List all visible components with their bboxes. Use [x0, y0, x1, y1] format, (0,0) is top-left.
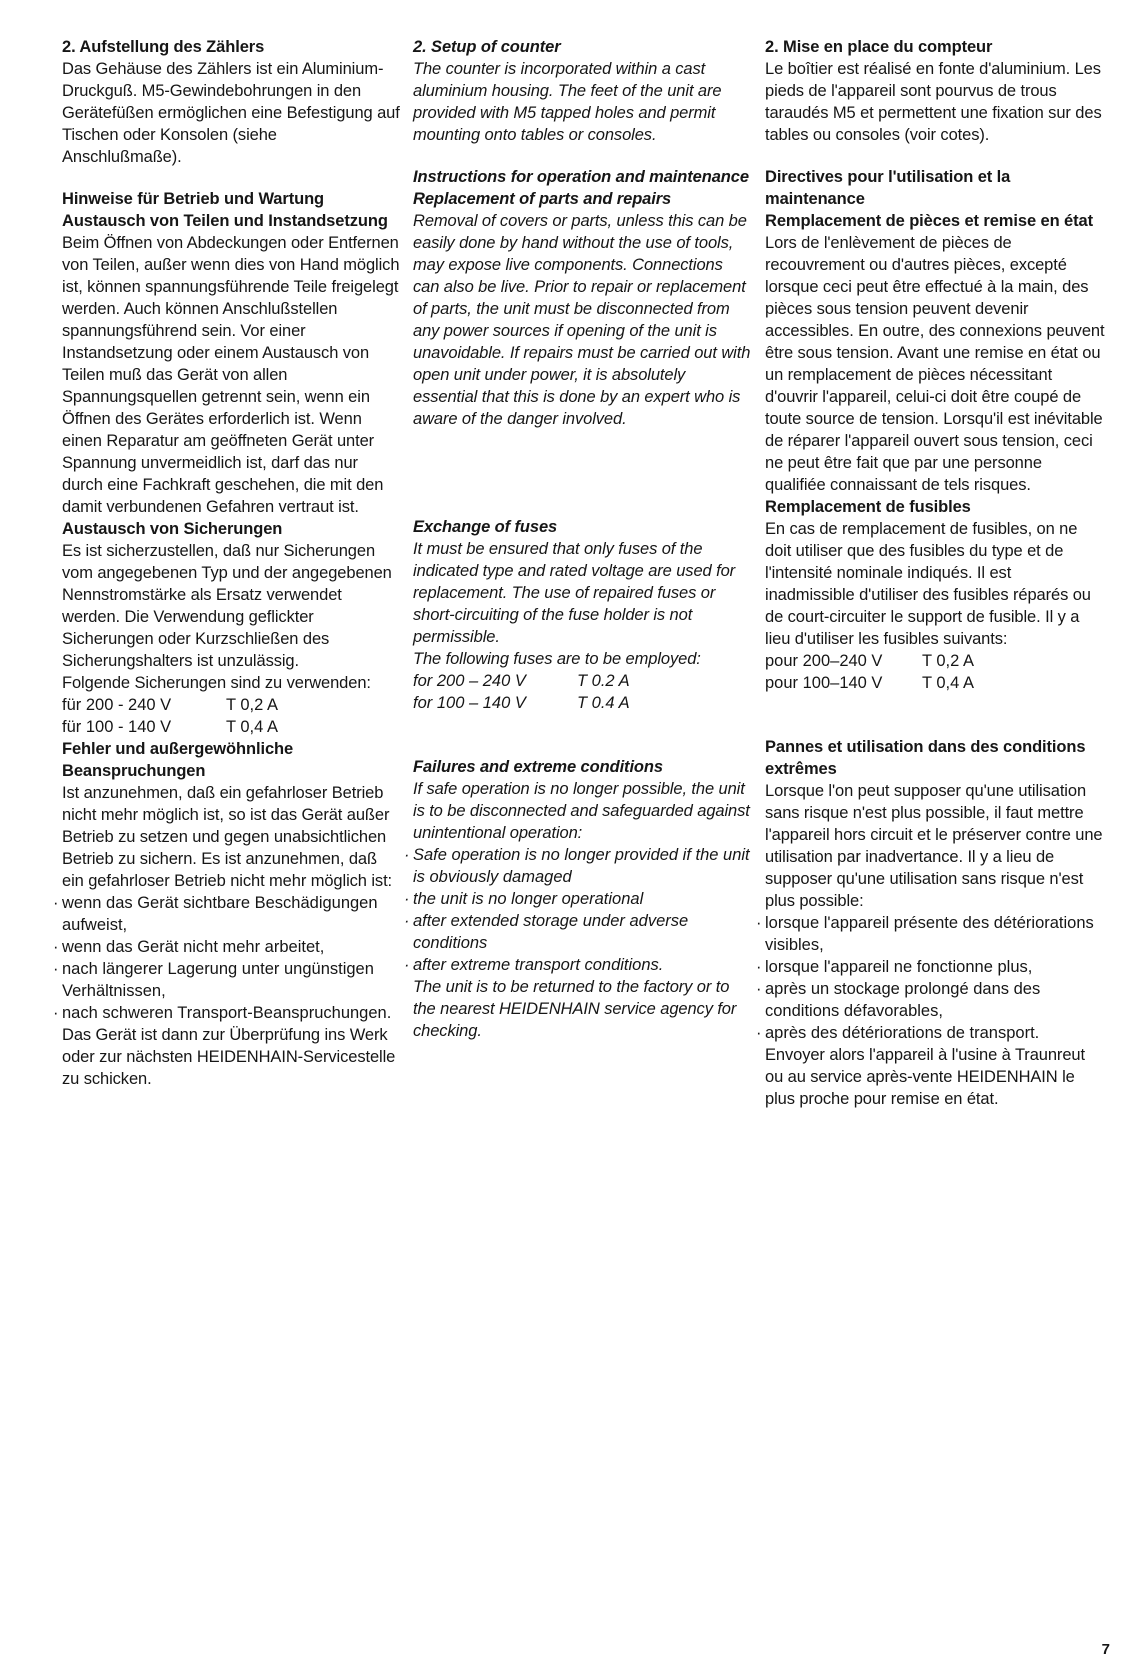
en-failures-end: The unit is to be returned to the factory or to the nearest HEIDENHAIN service agency for checking.	[413, 978, 737, 1040]
de-fuse-rating: T 0,4 A	[226, 718, 278, 736]
fr-failures-list	[765, 912, 1105, 1044]
de-fuse-row	[62, 694, 400, 716]
fr-setup-heading: 2. Mise en place du compteur	[765, 38, 993, 56]
de-fuse-text: Es ist sicherzustellen, daß nur Sicherungen vom angegebenen Typ und der angegebenen Nennstromstärke als Ersatz verwendet werden. Die Verwendung geflickter Sicherungen oder Kurzschließen des Sicherungshalters ist unzulässig.	[62, 542, 392, 670]
en-setup-text: The counter is incorporated within a cast aluminium housing. The feet of the unit are provided with M5 tapped holes and permit mounting onto tables or consoles.	[413, 60, 722, 144]
fr-replacement-heading: Remplacement de pièces et remise en état	[765, 212, 1093, 230]
fr-fuse-heading: Remplacement de fusibles	[765, 498, 971, 516]
list-item: · Safe operation is no longer provided if the unit is obviously damaged	[413, 844, 753, 888]
en-fuse-row	[413, 692, 753, 714]
de-fuse-voltage: für 100 - 140 V	[62, 718, 172, 736]
fr-failures-text: Lorsque l'on peut supposer qu'une utilisation sans risque n'est plus possible, il faut mettre l'appareil hors circuit et le préserver contre une utilisation par inadvertance. Il y a lieu de supposer qu'une utilisation sans risque n'est plus possible:	[765, 782, 1103, 910]
page-number: 7	[1101, 1641, 1110, 1658]
fr-fuse-rating: T 0,4 A	[922, 674, 974, 692]
en-maintenance-text: Removal of covers or parts, unless this can be easily done by hand without the use of tools, may expose live components. Connections can also be live. Prior to repair or replacement of parts, the unit must be disconnected from any power sources if opening of the unit is unavoidable. If repairs must be carried out with open unit under power, it is absolutely essential that this is done by an expert who is aware of the danger involved.	[413, 212, 751, 428]
en-fuse-row	[413, 670, 753, 692]
en-fuse-intro: The following fuses are to be employed:	[413, 650, 701, 668]
german-column	[62, 36, 400, 1090]
fr-fuse-text: En cas de remplacement de fusibles, on ne doit utiliser que des fusibles du type et de l'intensité nominale indiqués. Il est inadmissible d'utiliser des fusibles réparés ou de court-circuiter le support de fusible. Il y a lieu d'utiliser les fusibles suivants:	[765, 520, 1091, 648]
en-failures-text: If safe operation is no longer possible, the unit is to be disconnected and safeguarded against unintentional operation:	[413, 780, 750, 842]
de-fuse-rating: T 0,2 A	[226, 696, 278, 714]
list-item: · nach längerer Lagerung unter ungünstigen Verhältnissen,	[62, 958, 400, 1002]
en-fuse-heading: Exchange of fuses	[413, 518, 558, 536]
english-column	[413, 36, 753, 1042]
de-maintenance-text: Beim Öffnen von Abdeckungen oder Entfernen von Teilen, außer wenn dies von Hand möglich ist, können spannungsführende Teile freigelegt werden. Auch können Anschlußstellen spannungsführend sein. Vor einer Instandsetzung oder einem Austausch von Teilen muß das Gerät von allen Spannungsquellen getrennt sein, wenn ein Öffnen des Gerätes erforderlich ist. Wenn einen Reparatur am geöffneten Gerät unter Spannung unvermeidlich ist, darf das nur durch eine Fachkraft geschehen, die mit den damit verbundenen Gefahren vertraut ist.	[62, 234, 400, 516]
list-item: · après un stockage prolongé dans des conditions défavorables,	[765, 978, 1105, 1022]
fr-fuse-voltage: pour 200–240 V	[765, 652, 883, 670]
de-maintenance-heading: Hinweise für Betrieb und Wartung Austausch von Teilen und Instandsetzung	[62, 190, 388, 230]
fr-fuse-rating: T 0,2 A	[922, 652, 974, 670]
de-setup-text: Das Gehäuse des Zählers ist ein Aluminium-Druckguß. M5-Gewindebohrungen in den Gerätefüßen ermöglichen eine Befestigung auf Tischen oder Konsolen (siehe Anschlußmaße).	[62, 60, 400, 166]
de-failures-end: Das Gerät ist dann zur Überprüfung ins Werk oder zur nächsten HEIDENHAIN-Servicestelle zu schicken.	[62, 1026, 396, 1088]
fr-maintenance-heading: Directives pour l'utilisation et la maintenance	[765, 168, 1011, 208]
en-setup-heading: 2. Setup of counter	[413, 38, 561, 56]
en-replacement-heading: Replacement of parts and repairs	[413, 190, 672, 208]
fr-fuse-voltage: pour 100–140 V	[765, 674, 883, 692]
en-failures-heading: Failures and extreme conditions	[413, 758, 663, 776]
en-fuse-text: It must be ensured that only fuses of the indicated type and rated voltage are used for replacement. The use of repaired fuses or short-circuiting of the fuse holder is not permissible.	[413, 540, 736, 646]
list-item: · the unit is no longer operational	[413, 888, 753, 910]
de-failures-list	[62, 892, 400, 1024]
fr-maintenance-text: Lors de l'enlèvement de pièces de recouvrement ou d'autres pièces, excepté lorsque ceci peut être effectué à la main, des pièces sous tension peuvent devenir accessibles. En outre, des connexions peuvent être sous tension. Avant une remise en état ou un remplacement de pièces nécessitant d'ouvrir l'appareil, celui-ci doit être coupé de toute source de tension. Lorsqu'il est inévitable de réparer l'appareil ouvert sous tension, ceci ne peut être fait que par une personne qualifiée connaissant de tels risques.	[765, 234, 1105, 494]
en-fuse-rating: T 0.4 A	[577, 694, 630, 712]
list-item: · lorsque l'appareil présente des détériorations visibles,	[765, 912, 1105, 956]
french-column	[765, 36, 1105, 1110]
de-setup-heading: 2. Aufstellung des Zählers	[62, 38, 265, 56]
en-fuse-voltage: for 200 – 240 V	[413, 672, 526, 690]
de-fuse-heading: Austausch von Sicherungen	[62, 520, 283, 538]
list-item: · after extended storage under adverse conditions	[413, 910, 753, 954]
list-item: · wenn das Gerät sichtbare Beschädigungen aufweist,	[62, 892, 400, 936]
de-failures-heading: Fehler und außergewöhnliche Beanspruchungen	[62, 740, 294, 780]
list-item: · après des détériorations de transport.	[765, 1022, 1105, 1044]
list-item: · nach schweren Transport-Beanspruchungen.	[62, 1002, 400, 1024]
en-fuse-voltage: for 100 – 140 V	[413, 694, 526, 712]
en-fuse-rating: T 0.2 A	[577, 672, 630, 690]
list-item: · lorsque l'appareil ne fonctionne plus,	[765, 956, 1105, 978]
list-item: · wenn das Gerät nicht mehr arbeitet,	[62, 936, 400, 958]
de-fuse-row	[62, 716, 400, 738]
de-fuse-voltage: für 200 - 240 V	[62, 696, 172, 714]
de-failures-text: Ist anzunehmen, daß ein gefahrloser Betrieb nicht mehr möglich ist, so ist das Gerät außer Betrieb zu setzen und gegen unabsichtlichen Betrieb zu sichern. Es ist anzunehmen, daß ein gefahrloser Betrieb nicht mehr möglich ist:	[62, 784, 393, 890]
en-maintenance-heading: Instructions for operation and maintenance	[413, 168, 749, 186]
fr-failures-end: Envoyer alors l'appareil à l'usine à Traunreut ou au service après-vente HEIDENHAIN le plus proche pour remise en état.	[765, 1046, 1085, 1108]
fr-fuse-row	[765, 672, 1105, 694]
fr-failures-heading: Pannes et utilisation dans des conditions extrêmes	[765, 738, 1086, 778]
en-failures-list	[413, 844, 753, 976]
de-fuse-intro: Folgende Sicherungen sind zu verwenden:	[62, 674, 371, 692]
fr-setup-text: Le boîtier est réalisé en fonte d'aluminium. Les pieds de l'appareil sont pourvus de trous taraudés M5 et permettent une fixation sur des tables ou consoles (voir cotes).	[765, 60, 1102, 144]
list-item: · after extreme transport conditions.	[413, 954, 753, 976]
fr-fuse-row	[765, 650, 1105, 672]
